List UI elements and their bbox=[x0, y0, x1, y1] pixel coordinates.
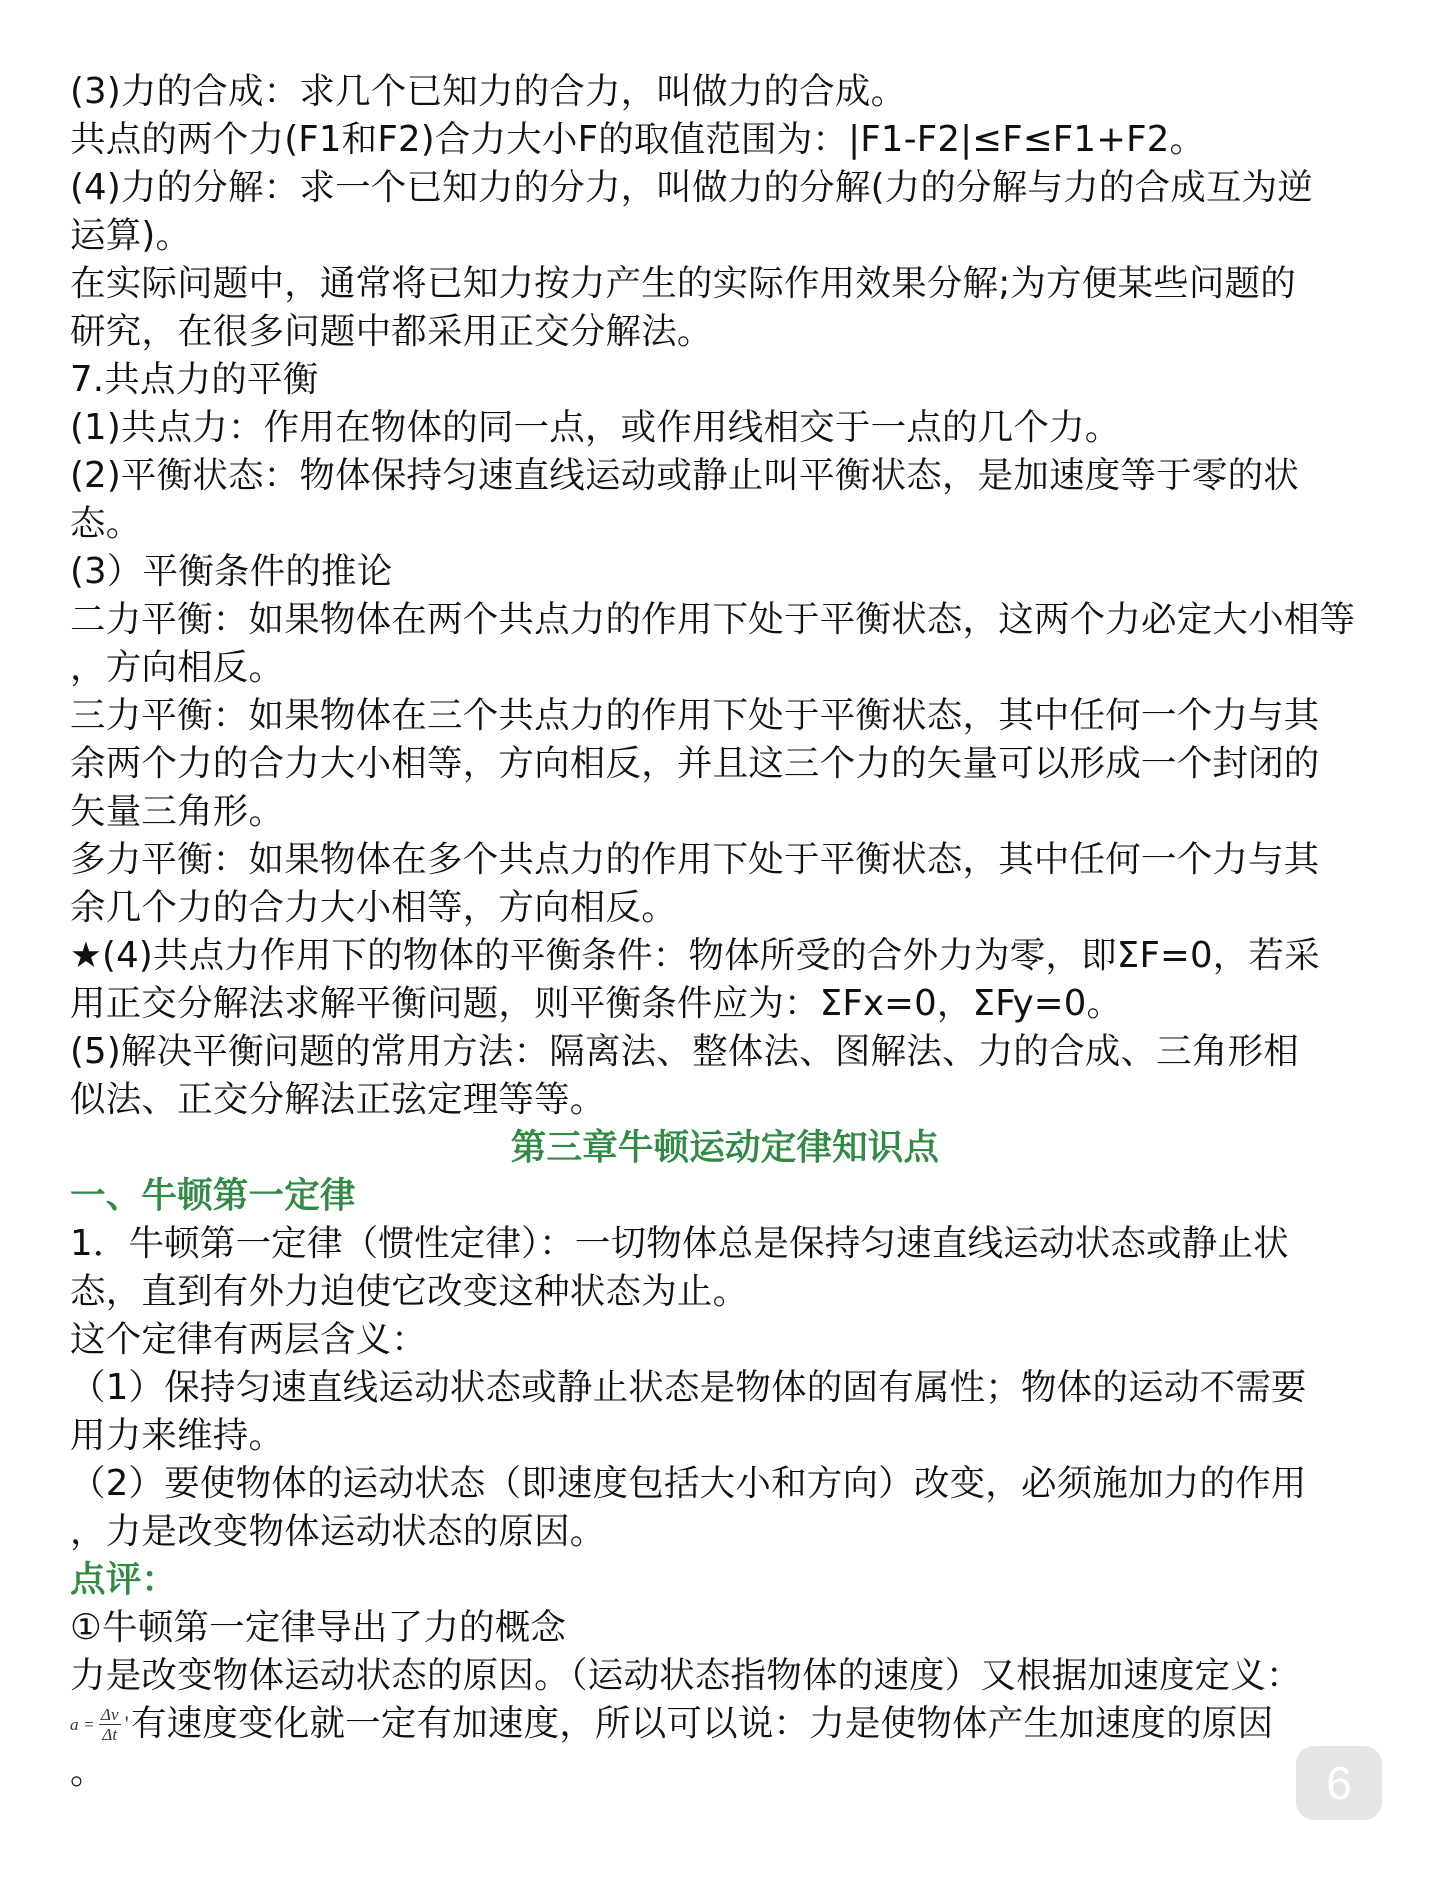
text-line: (5)解决平衡问题的常用方法：隔离法、整体法、图解法、力的合成、三角形相 bbox=[70, 1031, 1299, 1072]
text-line: （2）要使物体的运动状态（即速度包括大小和方向）改变，必须施加力的作用 bbox=[70, 1463, 1307, 1504]
formula-fraction bbox=[99, 1706, 121, 1743]
text-line: (4)力的分解：求一个已知力的分力，叫做力的分解(力的分解与力的合成互为逆 bbox=[70, 167, 1314, 208]
text-line: 三力平衡：如果物体在三个共点力的作用下处于平衡状态，其中任何一个力与其 bbox=[70, 695, 1320, 736]
formula-line bbox=[70, 1700, 1390, 1748]
text-line: 用力来维持。 bbox=[70, 1415, 285, 1456]
page-number-badge: 6 bbox=[1296, 1746, 1382, 1820]
text-line: 。 bbox=[70, 1751, 106, 1792]
text-line: 余两个力的合力大小相等，方向相反，并且这三个力的矢量可以形成一个封闭的 bbox=[70, 743, 1320, 784]
formula-lhs: a = bbox=[70, 1714, 95, 1734]
text-line: （1）保持匀速直线运动状态或静止状态是物体的固有属性；物体的运动不需要 bbox=[70, 1367, 1307, 1408]
text-line: 用正交分解法求解平衡问题，则平衡条件应为：ΣFx=0，ΣFy=0。 bbox=[70, 983, 1123, 1024]
text-line: 二力平衡：如果物体在两个共点力的作用下处于平衡状态，这两个力必定大小相等 bbox=[70, 599, 1356, 640]
formula-denominator: Δt bbox=[102, 1724, 118, 1744]
text-line: ，力是改变物体运动状态的原因。 bbox=[70, 1511, 606, 1552]
text-line: ①牛顿第一定律导出了力的概念 bbox=[70, 1607, 567, 1648]
text-line: 态，直到有外力迫使它改变这种状态为止。 bbox=[70, 1271, 749, 1312]
text-line: 共点的两个力(F1和F2)合力大小F的取值范围为：|F1-F2|≤F≤F1+F2。 bbox=[70, 119, 1206, 160]
text-line: 7.共点力的平衡 bbox=[70, 359, 319, 400]
formula-tick: ' bbox=[124, 1711, 129, 1736]
text-line: (3）平衡条件的推论 bbox=[70, 551, 393, 592]
text-line: 余几个力的合力大小相等，方向相反。 bbox=[70, 887, 677, 928]
text-line: 运算)。 bbox=[70, 215, 192, 256]
text-line: ★(4)共点力作用下的物体的平衡条件：物体所受的合外力为零，即ΣF=0，若采 bbox=[70, 935, 1320, 976]
text-line: 力是改变物体运动状态的原因。（运动状态指物体的速度）又根据加速度定义： bbox=[70, 1655, 1302, 1696]
formula-line-text: 有速度变化就一定有加速度，所以可以说：力是使物体产生加速度的原因 bbox=[130, 1703, 1274, 1744]
text-line: 多力平衡：如果物体在多个共点力的作用下处于平衡状态，其中任何一个力与其 bbox=[70, 839, 1320, 880]
text-line: (1)共点力：作用在物体的同一点，或作用线相交于一点的几个力。 bbox=[70, 407, 1121, 448]
text-line: (2)平衡状态：物体保持匀速直线运动或静止叫平衡状态，是加速度等于零的状 bbox=[70, 455, 1299, 496]
text-line: 在实际问题中，通常将已知力按力产生的实际作用效果分解;为方便某些问题的 bbox=[70, 263, 1296, 304]
text-line: ，方向相反。 bbox=[70, 647, 285, 688]
comment-title: 点评： bbox=[70, 1559, 178, 1600]
text-line: 似法、正交分解法正弦定理等等。 bbox=[70, 1079, 606, 1120]
text-line: 态。 bbox=[70, 503, 142, 544]
text-line: 1．牛顿第一定律（惯性定律）：一切物体总是保持匀速直线运动状态或静止状 bbox=[70, 1223, 1289, 1264]
text-line: 矢量三角形。 bbox=[70, 791, 285, 832]
formula-numerator: Δv bbox=[100, 1704, 119, 1724]
text-line: 研究，在很多问题中都采用正交分解法。 bbox=[70, 311, 713, 352]
document-page bbox=[70, 68, 1390, 1796]
text-line: (3)力的合成：求几个已知力的合力，叫做力的合成。 bbox=[70, 71, 907, 112]
text-line: 这个定律有两层含义： bbox=[70, 1319, 428, 1360]
section-title: 一、牛顿第一定律 bbox=[70, 1175, 356, 1216]
chapter-title: 第三章牛顿运动定律知识点 bbox=[510, 1127, 940, 1168]
acceleration-formula bbox=[70, 1706, 121, 1743]
